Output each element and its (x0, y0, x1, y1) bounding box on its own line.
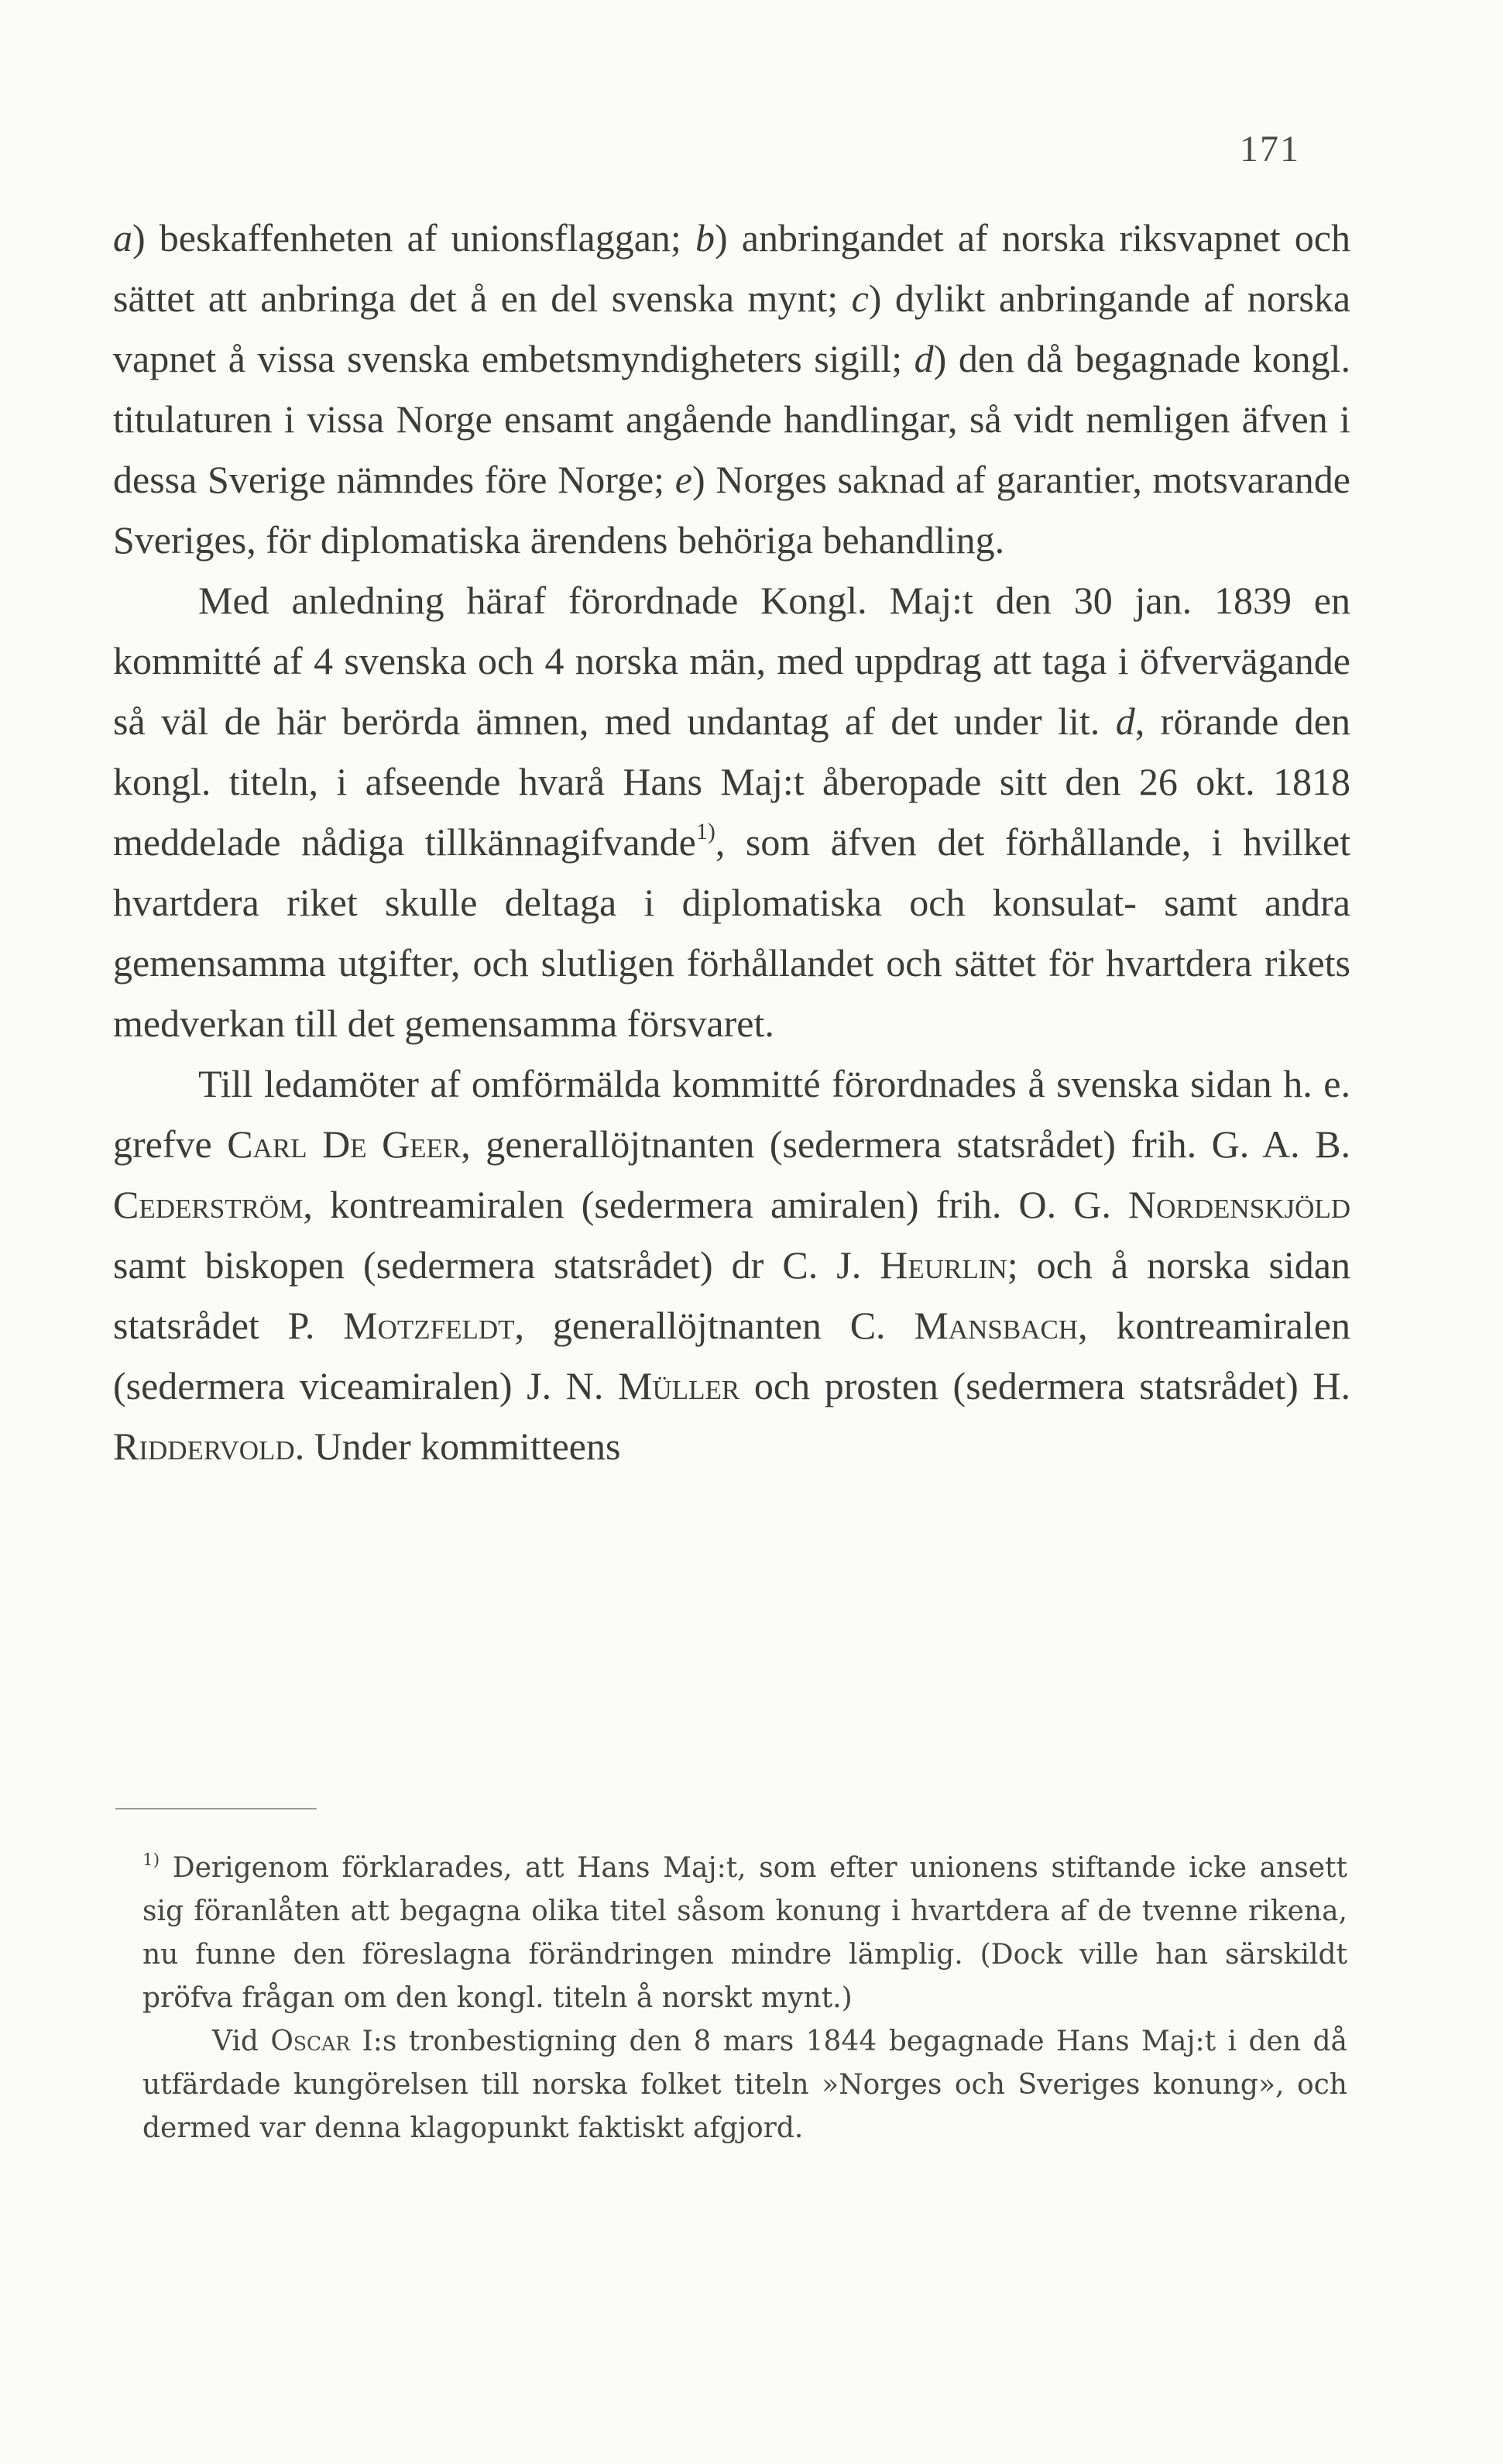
paragraph-committee (113, 570, 1350, 1053)
person-name: Mansbach (914, 1304, 1079, 1347)
item-label-e: e (674, 458, 692, 501)
members-text-9: . Under kommitteens (294, 1424, 621, 1468)
committee-text-3: , som äfven det förhållande, i hvilket hvartdera riket skulle deltaga i diplomatiska och konsulat- samt andra gemensamma utgifter, och slutligen förhållandet och sättet för hvartdera rikets medverkan till det gemensamma försvaret. (113, 820, 1350, 1045)
members-text-7: , kontreamiralen (sedermera viceamiralen) J. N. (113, 1304, 1350, 1407)
person-name: Motzfeldt (343, 1304, 515, 1347)
person-name: Cederström (113, 1183, 304, 1226)
members-text-6: , generallöjtnanten C. (514, 1304, 914, 1347)
footnote-text-2a: Vid (212, 2026, 271, 2057)
footnote-reference-number: 1 (695, 819, 708, 844)
item-text-d: den då begagnade kongl. titulaturen i vissa Norge ensamt angående handlingar, så vidt nemligen äfven i dessa Sverige nämndes före Norge; (113, 337, 1350, 501)
body-text (113, 208, 1350, 1476)
footnote-marker-number: 1 (142, 1850, 153, 1870)
item-label-c: c (851, 277, 869, 320)
item-text-a: beskaffenheten af unionsflaggan; (145, 216, 695, 259)
members-text-2: , generallöjtnanten (sedermera statsrådet) frih. G. A. B. (461, 1122, 1350, 1166)
members-text-5: ; och å norska sidan statsrådet P. (113, 1243, 1350, 1347)
person-name: Carl De Geer (227, 1122, 462, 1166)
item-text-e: Norges saknad af garantier, motsvarande Sveriges, för diplomatiska ärendens behöriga behandling. (113, 458, 1350, 562)
committee-text-1: Med anledning häraf förordnade Kongl. Maj:t den 30 jan. 1839 en kommitté af 4 svenska och 4 norska män, med uppdrag att taga i öfvervägande så väl de här berörda ämnen, med undantag af det under lit. (113, 579, 1350, 743)
person-name: Nordenskjöld (1128, 1183, 1350, 1226)
footnote-divider (115, 1808, 317, 1809)
footnotes (142, 1847, 1347, 2150)
members-text-3: , kontreamiralen (sedermera amiralen) frih. O. G. (303, 1183, 1129, 1226)
footnote-text-2b: I:s tronbestigning den 8 mars 1844 begagnade Hans Maj:t i den då utfärdade kungörelsen till norska folket titeln »Norges och Sveriges konung», och dermed var denna klagopunkt faktiskt afgjord. (142, 2026, 1348, 2144)
person-name: Müller (618, 1364, 740, 1407)
lit-reference: d (1115, 699, 1135, 743)
page-number: 171 (1240, 129, 1300, 170)
members-text-8: och prosten (sedermera statsrådet) H. (739, 1364, 1350, 1407)
person-name: Riddervold (113, 1424, 295, 1468)
item-label-a: a (113, 216, 132, 259)
item-text-c: dylikt anbringande af norska vapnet å vissa svenska embetsmyndigheters sigill; (113, 277, 1351, 380)
person-name: Oscar (270, 2026, 351, 2057)
paragraph-grievances: a) beskaffenheten af unionsflaggan; b) anbringandet af norska riksvapnet och sättet att anbringa det å en del svenska mynt; c) dylikt anbringande af norska vapnet å vissa svenska embetsmyndigheters sigill; d) den då begagnade kongl. titulaturen i vissa Norge ensamt angående handlingar, så vidt nemligen äfven i dessa Sverige nämndes före Norge; e) Norges saknad af garantier, motsvarande Sveriges, för diplomatiska ärendens behöriga behandling. (113, 216, 1351, 562)
item-label-b: b (695, 216, 715, 259)
footnote-text-1: Derigenom förklarades, att Hans Maj:t, som efter unionens stiftande icke ansett sig föranlåten att begagna olika titel såsom konung i hvartdera af de tvenne rikena, nu funne den föreslagna förändringen mindre lämplig. (Dock ville han särskildt pröfva frågan om den kongl. titeln å norskt mynt.) (142, 1852, 1347, 2014)
item-text-b: anbringandet af norska riksvapnet och sättet att anbringa det å en del svenska mynt; (113, 216, 1350, 320)
footnote-marker: 1) (142, 1850, 160, 1870)
footnote-1 (142, 1847, 1347, 2020)
committee-text-2: , rörande den kongl. titeln, i afseende hvarå Hans Maj:t åberopade sitt den 26 okt. 1818 meddelade nådiga tillkännagifvande (113, 699, 1350, 864)
paragraph-members (113, 1053, 1350, 1476)
footnote-reference[interactable]: 1) (695, 819, 715, 844)
members-text-4: samt biskopen (sedermera statsrådet) dr C. J. (113, 1243, 880, 1287)
item-label-d: d (914, 337, 934, 380)
members-text-1: Till ledamöter af omförmälda kommitté förordnades å svenska sidan h. e. grefve (113, 1062, 1350, 1166)
person-name: Heurlin (880, 1243, 1007, 1287)
footnote-1-continuation (142, 2020, 1347, 2150)
